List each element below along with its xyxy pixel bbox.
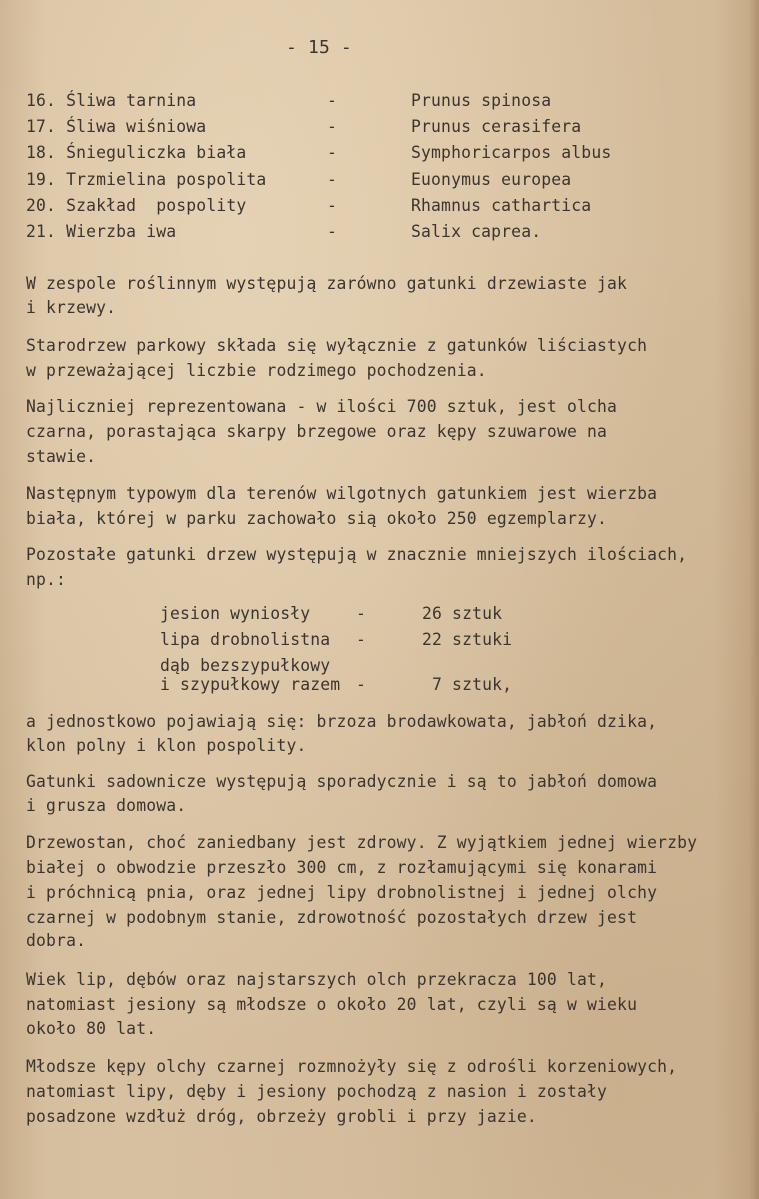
tree-species: lipa drobnolistna [160, 630, 331, 649]
paragraph-line: i próchnicą pnia, oraz jednej lipy drobnolistnej i jednej olchy [26, 883, 658, 902]
species-name: 16. Śliwa tarnina [26, 91, 197, 110]
species-dash: - [327, 196, 338, 215]
paragraph-line: Starodrzew parkowy składa się wyłącznie z gatunków liściastych [26, 336, 648, 355]
tree-count: 7 sztuk, [422, 675, 513, 694]
tree-dash: - [356, 675, 367, 694]
paragraph-line: dobra. [26, 931, 87, 950]
species-dash: - [327, 143, 338, 162]
paragraph-line: Gatunki sadownicze występują sporadycznie i są to jabłoń domowa [26, 772, 658, 791]
species-latin: Prunus spinosa [411, 91, 552, 110]
paragraph-line: a jednostkowo pojawiają się: brzoza brodawkowata, jabłoń dzika, [26, 712, 658, 731]
species-dash: - [327, 222, 338, 241]
species-dash: - [327, 117, 338, 136]
paragraph-line: w przeważającej liczbie rodzimego pochodzenia. [26, 361, 487, 380]
tree-species: jesion wyniosły [160, 604, 311, 623]
species-latin: Salix caprea. [411, 222, 542, 241]
paragraph-line: posadzone wzdłuż dróg, obrzeży grobli i przy jazie. [26, 1107, 537, 1126]
paragraph-line: natomiast lipy, dęby i jesiony pochodzą z nasion i zostały [26, 1082, 608, 1101]
tree-dash: - [356, 604, 367, 623]
paragraph-line: i grusza domowa. [26, 796, 187, 815]
paragraph-line: Następnym typowym dla terenów wilgotnych gatunkiem jest wierzba [26, 484, 658, 503]
paragraph-line: Wiek lip, dębów oraz najstarszych olch przekracza 100 lat, [26, 970, 608, 989]
paragraph-line: białej o obwodzie przeszło 300 cm, z rozłamującymi się konarami [26, 858, 658, 877]
species-dash: - [327, 170, 338, 189]
species-name: 21. Wierzba iwa [26, 222, 177, 241]
paragraph-line: Młodsze kępy olchy czarnej rozmnożyły się z odrośli korzeniowych, [26, 1057, 678, 1076]
species-latin: Prunus cerasifera [411, 117, 582, 136]
paragraph-line: czarna, porastająca skarpy brzegowe oraz kępy szuwarowe na [26, 422, 608, 441]
paragraph-line: biała, której w parku zachowało sią około 250 egzemplarzy. [26, 509, 608, 528]
species-name: 19. Trzmielina pospolita [26, 170, 267, 189]
species-name: 20. Szakład pospolity [26, 196, 247, 215]
paragraph-line: natomiast jesiony są młodsze o około 20 lat, czyli są w wieku [26, 995, 638, 1014]
tree-count: 22 sztuki [422, 630, 513, 649]
species-latin: Rhamnus cathartica [411, 196, 592, 215]
species-latin: Euonymus europea [411, 170, 572, 189]
page-number: - 15 - [286, 37, 352, 58]
tree-species-continued: i szypułkowy razem [160, 675, 341, 694]
species-name: 18. Śnieguliczka biała [26, 143, 247, 162]
paragraph-line: stawie. [26, 447, 97, 466]
paper-edge-shadow [749, 0, 759, 1199]
species-name: 17. Śliwa wiśniowa [26, 117, 207, 136]
paragraph-line: czarnej w podobnym stanie, zdrowotność pozostałych drzew jest [26, 908, 638, 927]
paragraph-line: Najliczniej reprezentowana - w ilości 700 sztuk, jest olcha [26, 397, 618, 416]
paragraph-line: i krzewy. [26, 298, 117, 317]
paragraph-line: Drzewostan, choć zaniedbany jest zdrowy. Z wyjątkiem jednej wierzby [26, 833, 698, 852]
tree-count: 26 sztuk [422, 604, 503, 623]
species-dash: - [327, 91, 338, 110]
paragraph-line: np.: [26, 570, 67, 589]
paragraph-line: około 80 lat. [26, 1019, 157, 1038]
tree-dash: - [356, 630, 367, 649]
paragraph-line: klon polny i klon pospolity. [26, 736, 307, 755]
paragraph-line: Pozostałe gatunki drzew występują w znacznie mniejszych ilościach, [26, 545, 688, 564]
paragraph-line: W zespole roślinnym występują zarówno gatunki drzewiaste jak [26, 274, 628, 293]
tree-species: dąb bezszypułkowy [160, 656, 331, 675]
species-latin: Symphoricarpos albus [411, 143, 612, 162]
